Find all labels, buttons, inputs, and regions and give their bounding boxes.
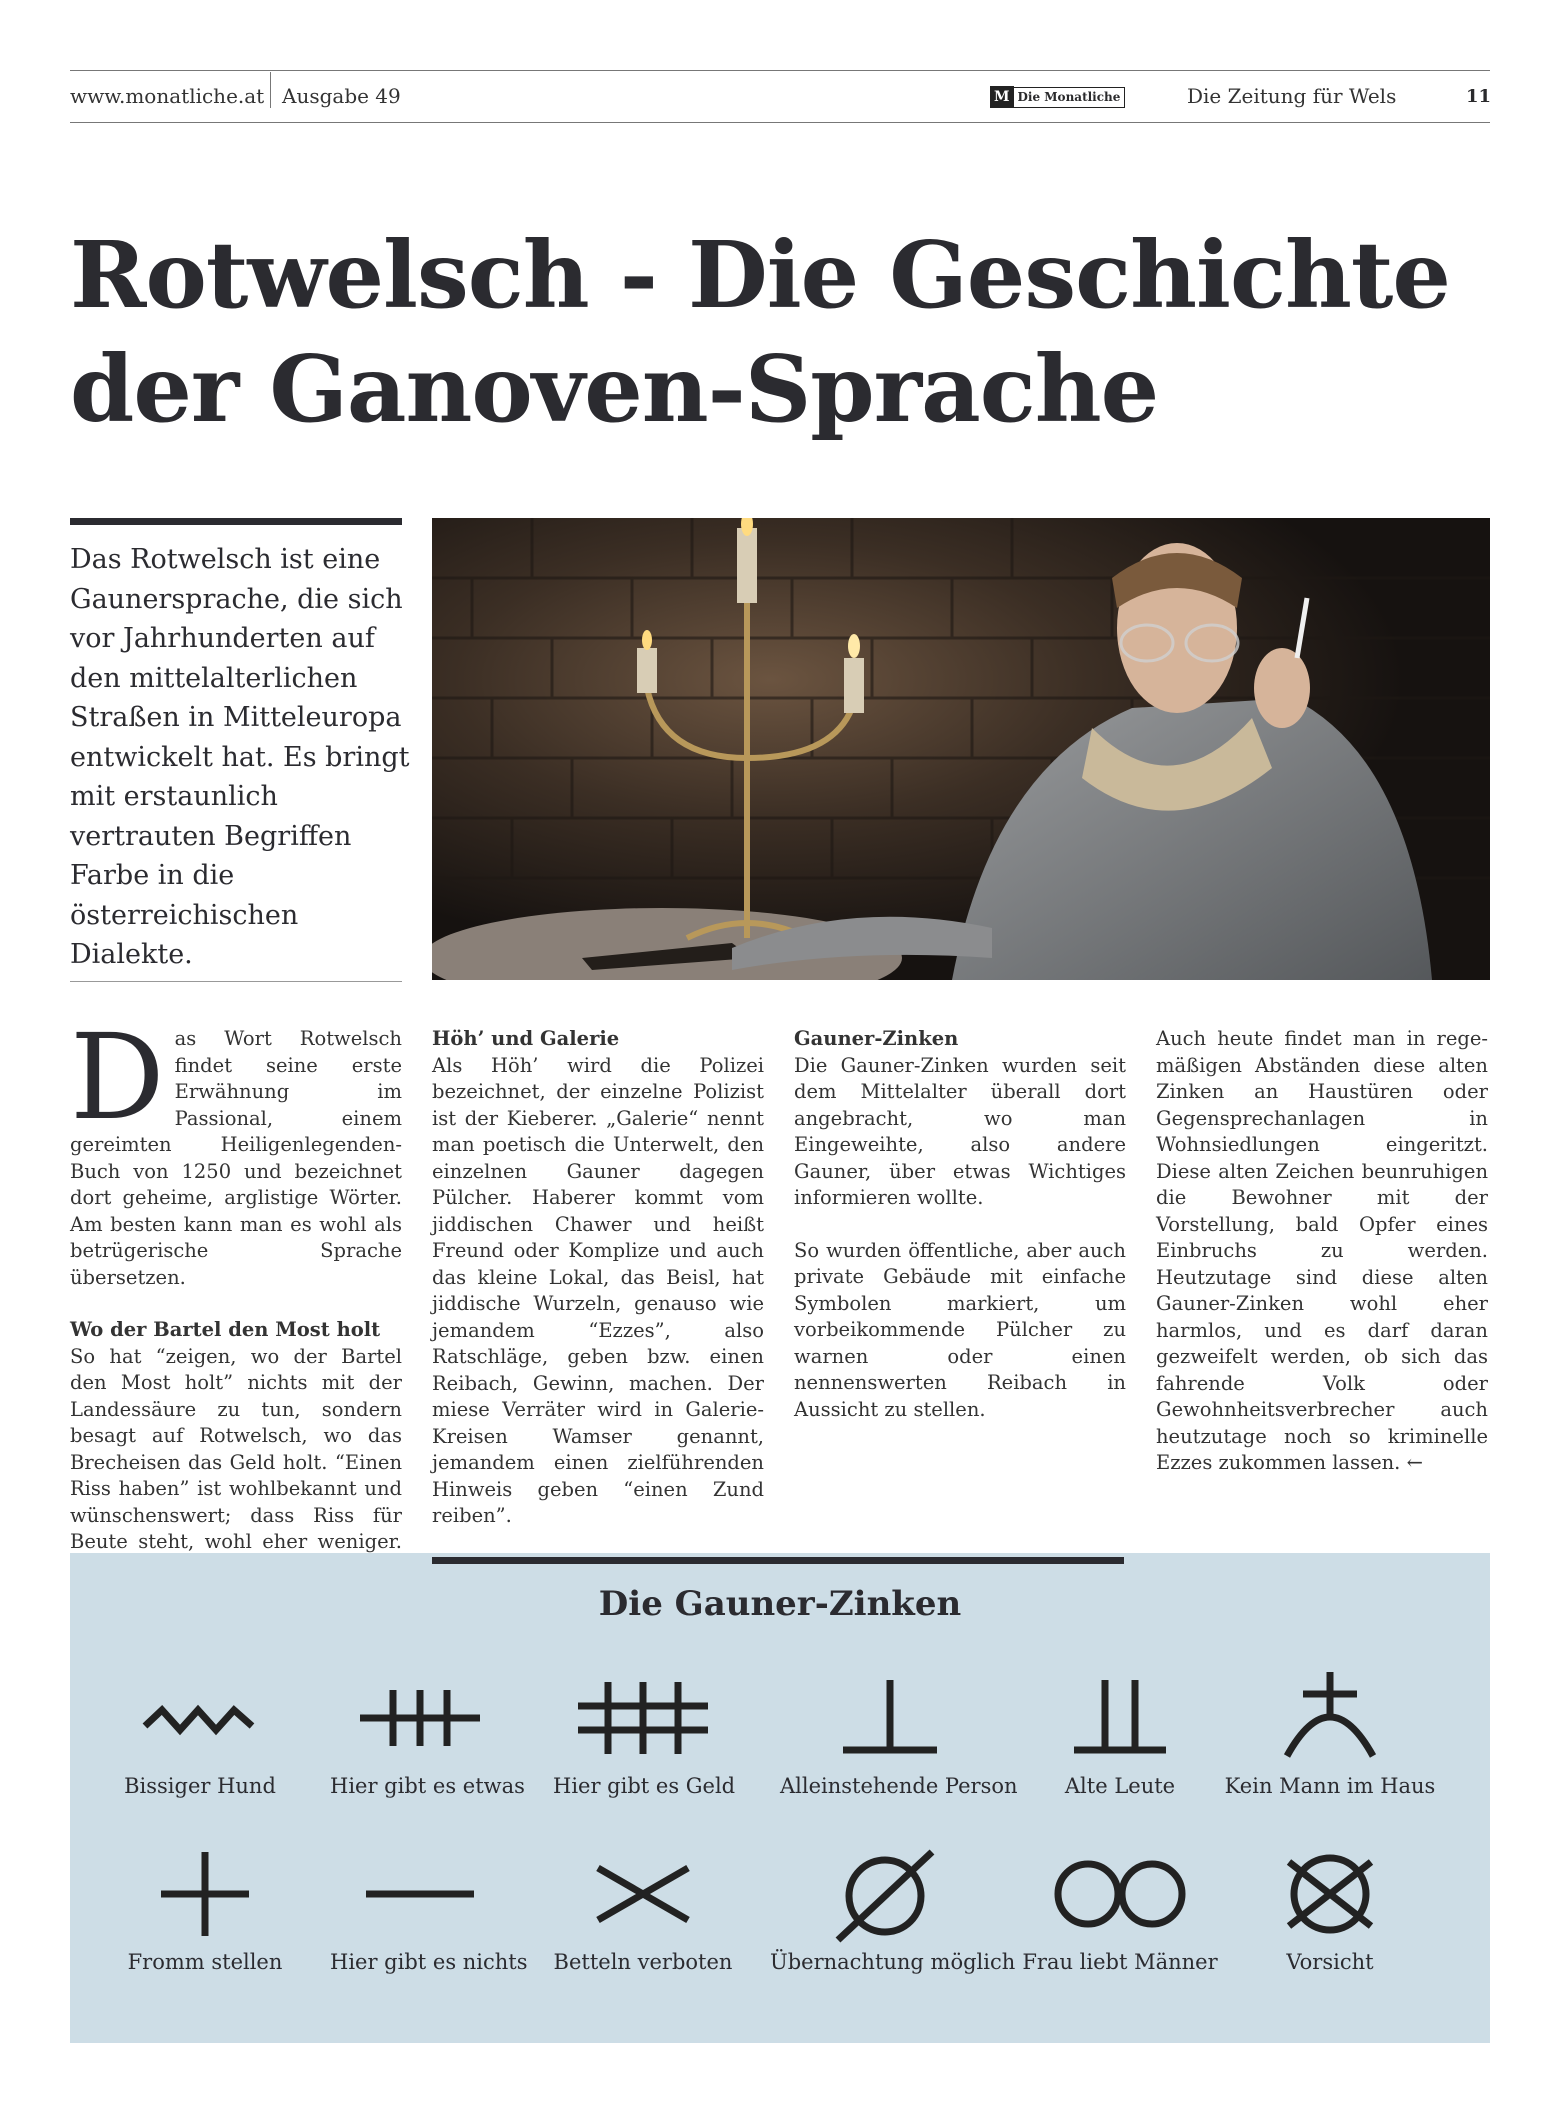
header-rule-bottom: [70, 122, 1490, 123]
symbol-label: Betteln verboten: [553, 1950, 733, 1974]
paragraph-1: [70, 1008, 402, 1291]
symbol-fromm-stellen: [120, 1844, 290, 1974]
tagline: Die Zeitung für Wels: [1187, 84, 1397, 108]
symbol-kein-mann-im-haus: [1220, 1668, 1440, 1798]
symbol-label: Alte Leute: [1064, 1774, 1176, 1798]
grid-icon: [573, 1668, 713, 1768]
symbol-hier-gibt-es-etwas: [330, 1668, 525, 1798]
title-line-1: Rotwelsch - Die Geschichte: [70, 221, 1450, 329]
symbol-label: Übernachtung möglich: [770, 1950, 1016, 1974]
paragraph-5: So wurden öffentliche, aber auch private Gebäude mit einfache Symbolen markiert, um vorbeikommende Pülcher zu warnen oder einen nennenswerten Reibach in Aussicht zu stellen.: [794, 1238, 1126, 1421]
paragraph-2: So hat “zeigen, wo der Bartel den Most holt” nichts mit der Landessäure zu tun, sondern besagt auf Rotwelsch, wo das Brecheisen das Geld holt. “Einen Riss haben” ist wohlbekannt und wünschenswert; dass Riss für Beute steht, wohl eher weniger.: [70, 1344, 402, 1553]
symbol-vorsicht: [1240, 1844, 1420, 1974]
article-title: [70, 218, 1490, 446]
symbol-label: Hier gibt es Geld: [553, 1774, 736, 1798]
header-rule-top: [70, 70, 1490, 71]
symbol-label: Vorsicht: [1286, 1950, 1374, 1974]
symbol-alte-leute: [1040, 1668, 1200, 1798]
zigzag-icon: [140, 1668, 260, 1768]
symbol-label: Fromm stellen: [127, 1950, 283, 1974]
dash-icon: [360, 1844, 480, 1944]
paragraph-4: Die Gauner-Zinken wurden seit dem Mittelalter überall dort angebracht, wo man Eingeweihte, also andere Gauner, über etwas Wichtiges informieren wollte.: [794, 1053, 1126, 1209]
subheading-hoeh-galerie: Höh’ und Galerie: [432, 1027, 620, 1050]
paragraph-6: Auch heute findet man in rege-mäßigen Abständen diese alten Zinken an Haustüren oder Gegensprechanlagen in Wohnsiedlungen eingeritzt. Diese alten Zeichen beunruhigen die Bewohner mit der Vorstellung, bald Opfer eines Einbruchs zu werden. Heutzutage sind diese alten Gauner-Zinken wohl eher harmlos, und es darf daran gezweifelt werden, ob sich das fahrende Volk oder Gewohnheitsverbrecher auch heutzutage noch so kriminelle Ezzes zukommen lassen. ←: [1156, 1027, 1488, 1474]
symbol-hier-gibt-es-nichts: [330, 1844, 528, 1974]
x-icon: [588, 1844, 698, 1944]
logo-name: Die Monatliche: [1014, 87, 1126, 108]
site-url[interactable]: www.monatliche.at: [70, 84, 265, 108]
subheading-bartel: Wo der Bartel den Most holt: [70, 1318, 381, 1341]
cross-icon: [155, 1844, 255, 1944]
paragraph-3: Als Höh’ wird die Polizei bezeichnet, der einzelne Polizist ist der Kieberer. „Galerie“ nennt man poetisch die Unterwelt, den einzelnen Gauner dagegen Pülcher. Haberer kommt vom jiddischen Chawer und heißt Freund oder Komplize und auch das kleine Lokal, das Beisl, hat jiddische Wurzeln, genauso wie jemandem “Ezzes”, also Ratschläge, geben bzw. einen Reibach, Gewinn, machen. Der miese Verräter wird in Galerie-Kreisen Wamser genannt, jemandem einen zielführenden Hinweis geben “einen Zund reiben”.: [432, 1053, 764, 1527]
article-photo: [432, 518, 1490, 980]
article-column-3: [794, 1026, 1126, 1423]
title-line-2: der Ganoven-Sprache: [70, 335, 1159, 443]
article-column-4: [1156, 1026, 1488, 1477]
drop-cap: D: [70, 1008, 165, 1146]
logo-mark: M: [990, 86, 1014, 108]
arc-cross-icon: [1275, 1668, 1385, 1768]
slashed-circle-icon: [830, 1844, 940, 1944]
double-circle-icon: [1050, 1844, 1190, 1944]
inverted-t-icon: [835, 1668, 945, 1768]
header-divider: [270, 72, 271, 108]
symbol-label: Hier gibt es etwas: [330, 1774, 525, 1798]
symbol-frau-liebt-maenner: [1020, 1844, 1220, 1974]
lead-accent-bar: [70, 518, 402, 525]
page-number: 11: [1466, 86, 1492, 107]
symbol-label: Frau liebt Männer: [1022, 1950, 1218, 1974]
double-inverted-t-icon: [1070, 1668, 1170, 1768]
infobox-title: Die Gauner-Zinken: [598, 1584, 962, 1624]
symbol-label: Hier gibt es nichts: [330, 1950, 528, 1974]
infobox-accent-bar: [432, 1557, 1124, 1564]
paragraph-1-text: as Wort Rotwelsch findet seine erste Erwähnung im Passional, einem gereimten Heiligenlegenden-Buch von 1250 und bezeichnet dort geheime, arglistige Wörter. Am besten kann man es wohl als betrügerische Sprache übersetzen.: [70, 1027, 402, 1289]
article-lead: Das Rotwelsch ist eine Gaunersprache, die sich vor Jahrhunderten auf den mittelalterlichen Straßen in Mitteleuropa entwickelt hat. Es bringt mit erstaunlich vertrauten Begriffen Farbe in die österreichischen Dialekte.: [70, 544, 410, 970]
lead-rule: [70, 981, 402, 982]
symbol-alleinstehende-person: [780, 1668, 1018, 1798]
crossed-circle-icon: [1275, 1844, 1385, 1944]
three-bars-icon: [355, 1668, 485, 1768]
symbol-betteln-verboten: [553, 1844, 733, 1974]
symbol-label: Bissiger Hund: [124, 1774, 276, 1798]
publication-logo: [990, 86, 1125, 108]
symbol-hier-gibt-es-geld: [553, 1668, 736, 1798]
symbol-uebernachtung-moeglich: [770, 1844, 1016, 1974]
symbol-bissiger-hund: [120, 1668, 280, 1798]
symbol-label: Kein Mann im Haus: [1224, 1774, 1436, 1798]
subheading-gauner-zinken: Gauner-Zinken: [794, 1027, 959, 1050]
article-column-2: [432, 1026, 764, 1530]
issue-number: Ausgabe 49: [282, 84, 401, 108]
symbol-label: Alleinstehende Person: [780, 1774, 1018, 1798]
